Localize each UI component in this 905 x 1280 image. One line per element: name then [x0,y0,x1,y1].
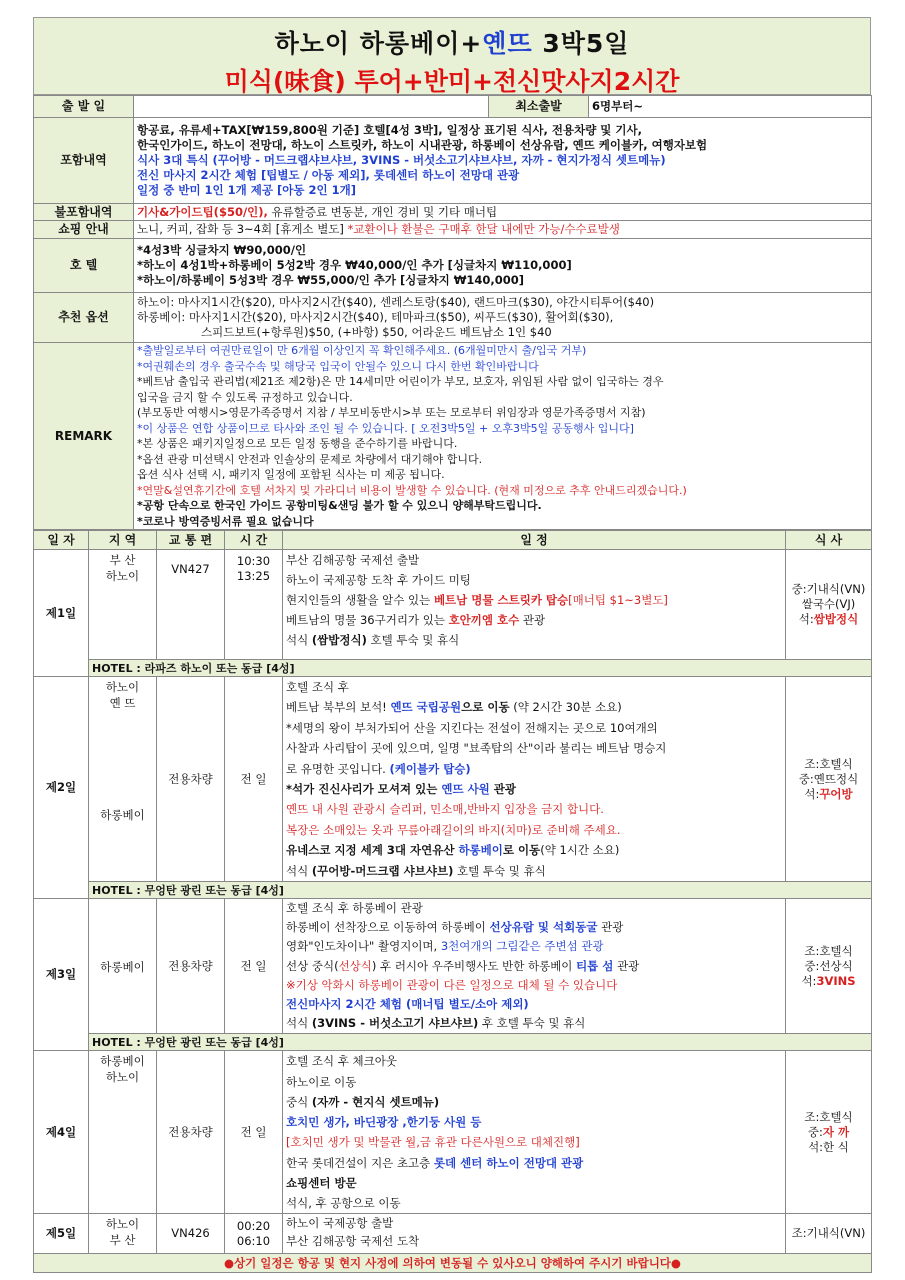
include-line: 식사 3대 특식 (꾸어방 - 머드크랩샤브샤브, 3VINS - 버섯소고기샤브샤브, 자까 - 현지가정식 셋트메뉴) [137,153,666,167]
itinerary-line: 하노이로 이동 [286,1074,357,1089]
title-line-2: 미식(味食) 투어+반미+전신맛사지2시간 [224,67,680,96]
itinerary-line: 부산 김해공항 국제선 출발 [286,553,420,567]
col-region: 지 역 [89,531,157,550]
meal-line: 석:쌈밥정식 [798,612,859,626]
day-label: 제5일 [34,1214,89,1254]
col-time: 시 간 [225,531,283,550]
col-meals: 식 사 [786,531,872,550]
time-cell [225,677,283,882]
include-line: 항공료, 유류세+TAX[₩159,800원 기준] 호텔[4성 3박], 일정상 표기된 식사, 전용차량 및 기사, [137,123,643,137]
region-name: 하노이 [105,1217,140,1232]
meals-cell [786,550,872,660]
remark-line: *코로나 방역증빙서류 필요 없습니다 [137,514,314,528]
hotel-label: 호 텔 [34,239,134,293]
transport-cell: VN427 [157,550,225,660]
transport-cell: 전용차량 [157,1051,225,1214]
time-value: 06:10 [236,1233,271,1248]
day-label: 제2일 [34,677,89,899]
include-label: 포함내역 [34,118,134,204]
itinerary-line: 영화"인도차이나" 촬영지이며, 3천여개의 그림같은 주변섬 관광 [286,939,604,954]
schedule-header [34,531,872,550]
meal-line: 중:옌뜨정식 [798,771,859,786]
region-name: 하롱베이 [100,1054,145,1069]
departure-label: 출 발 일 [34,96,134,118]
meal-line: 쌀국수(VJ) [801,597,856,611]
region-name: 부 산 [109,553,136,567]
time-value: 전 일 [240,1124,267,1139]
itinerary-line: 호텔 조식 후 [286,680,349,694]
footer-notice: ●상기 일정은 항공 및 현지 사정에 의하여 변동될 수 있사오니 양해하여 주시기 바랍니다● [34,1254,872,1273]
region-cell [89,550,157,660]
hotel-info: HOTEL : 무엉탄 광린 또는 동급 [4성] [89,1034,872,1051]
time-value: 10:30 [236,554,271,568]
hotel-line: *4성3박 싱글차지 ₩90,000/인 [137,243,307,257]
itinerary-cell [283,550,786,660]
option-line: 하롱베이: 마사지1시간($20), 마사지2시간($40), 테마파크($50), 씨푸드($30), 활어회($30), [137,310,614,324]
itinerary-line: 유네스코 지정 세계 3대 자연유산 하롱베이로 이동(약 1시간 소요) [286,843,620,858]
col-itinerary: 일 정 [283,531,786,550]
hotel-row [34,1034,872,1051]
itinerary-line: 부산 김해공항 국제선 도착 [286,1234,420,1249]
title-box [33,17,871,95]
transport-cell: 전용차량 [157,677,225,882]
itinerary-line: 선상 중식(선상식) 후 러시아 우주비행사도 반한 하롱베이 티톱 섬 관광 [286,958,640,973]
day-label: 제1일 [34,550,89,677]
remark-line: *본 상품은 패키지일정으로 모든 일정 동행을 준수하기를 바랍니다. [137,437,458,450]
region-name [92,792,153,808]
region-name: 하롱베이 [100,959,145,974]
day-label: 제3일 [34,899,89,1051]
option-label: 추천 옵션 [34,293,134,343]
remark-line: *연말&설연휴기간에 호텔 서차지 및 가라디너 비용이 발생할 수 있습니다. (현재 미정으로 추후 안내드리겠습니다.) [137,483,687,497]
time-cell [225,899,283,1034]
meals-cell [786,899,872,1034]
remark-line: *출발일로부터 여권만료일이 만 6개월 이상인지 꼭 확인해주세요. (6개월미만시 출/입국 거부) [137,344,587,357]
region-cell [89,1214,157,1254]
itinerary-line: 석식 (꾸어방-머드크랩 샤브샤브) 호텔 투숙 및 휴식 [286,863,546,878]
region-name [92,744,153,760]
region-name: 하노이 [105,569,140,583]
meal-line: 조:기내식(VN) [791,1226,866,1241]
itinerary-cell [283,1214,786,1254]
shopping-label: 쇼핑 안내 [34,221,134,239]
region-name [92,712,153,728]
remark-line: *이 상품은 연합 상품이므로 타사와 조인 될 수 있습니다. [ 오전3박5일 + 오후3박5일 공동행사 입니다] [137,421,634,435]
itinerary-line: 석식 (3VINS - 버섯소고기 샤브샤브) 후 호텔 투숙 및 휴식 [286,1016,586,1031]
remark-line: 옵션 식사 선택 시, 패키지 일정에 포함된 식사는 미 제공 됩니다. [137,468,445,481]
meal-line: 중:자 까 [807,1124,850,1139]
time-value: 13:25 [236,569,271,583]
itinerary-line: *석가 진신사리가 모셔져 있는 옌뜨 사원 관광 [286,782,517,797]
itinerary-line: 석식, 후 공항으로 이동 [286,1195,401,1210]
option-content [134,293,872,343]
departure-value [134,96,489,118]
option-line: 스피드보트(+항루원)$50, (+바항) $50, 어라운드 베트남소 1인 $40 [201,325,552,339]
itinerary-line: 베트남 북부의 보석! 옌뜨 국립공원으로 이동 (약 2시간 30분 소요) [286,700,622,715]
itinerary-line: 호텔 조식 후 하롱베이 관광 [286,901,423,916]
option-line: 하노이: 마사지1시간($20), 마사지2시간($40), 센레스토랑($40), 랜드마크($30), 야간시티투어($40) [137,295,655,309]
title-line-1: 하노이 하롱베이+옌뜨 3박5일 [274,29,630,58]
remark-line: (부모동반 여행시>영문가족증명서 지참 / 부모비동반시>부 또는 모로부터 위임장과 영문가족증명서 지참) [137,406,646,419]
time-value: 00:20 [236,1218,271,1233]
itinerary-line: 하롱베이 선착장으로 이동하여 하롱베이 선상유람 및 석회동굴 관광 [286,920,624,935]
itinerary-line: 복장은 소매있는 옷과 무릎아래길이의 바지(치마)로 준비해 주세요. [286,822,621,837]
meals-cell [786,1051,872,1214]
meals-cell [786,1214,872,1254]
itinerary-line: 사찰과 사리탑이 곳에 있으며, 일명 "뵤족탑의 산"이라 불리는 베트남 명승지 [286,741,667,756]
itinerary-line: 호치민 생가, 바딘광장 ,한기둥 사원 등 [286,1115,482,1130]
region-name: 하롱베이 [100,808,145,822]
day-row [34,1051,872,1214]
remark-line: *여권훼손의 경우 출국수속 및 해당국 입국이 안될수 있으니 다시 한번 확인바랍니다 [137,359,539,373]
region-cell [89,1051,157,1214]
include-content [134,118,872,204]
shopping-content: 노니, 커피, 잡화 등 3~4회 [휴게소 별도] *교환이나 환불은 구매후 한달 내에만 가능/수수료발생 [134,221,872,239]
region-cell [89,677,157,882]
meal-line: 조:호텔식 [804,1109,853,1124]
itinerary-line: 베트남의 명물 36구거리가 있는 호안끼엠 호수 관광 [286,613,546,627]
include-line: 전신 마사지 2시간 체험 [팁별도 / 아동 제외], 롯데센터 하노이 전망대 관광 [137,168,520,182]
day-row [34,899,872,1034]
region-name: 부 산 [109,1233,136,1248]
region-name: 하노이 [105,1070,140,1085]
transport-cell: VN426 [157,1214,225,1254]
transport-cell: 전용차량 [157,899,225,1034]
col-day: 일 자 [34,531,89,550]
remark-line: 입국을 금지 할 수 있도록 규정하고 있습니다. [137,390,353,404]
time-cell [225,1051,283,1214]
hotel-line: *하노이/하롱베이 5성3박 경우 ₩55,000/인 추가 [싱글차지 ₩140,000] [137,273,525,287]
itinerary-line: [호치민 생가 및 박물관 월,금 휴관 다른사원으로 대체진행] [286,1135,580,1150]
region-name [92,760,153,776]
itinerary-line: 로 유명한 곳입니다. (케이블카 탑승) [286,761,471,776]
include-line: 일정 중 반미 1인 1개 제공 [아동 2인 1개] [137,183,356,197]
region-name [92,776,153,792]
hotel-info: HOTEL : 라파즈 하노이 또는 동급 [4성] [89,660,872,677]
day-row [34,1214,872,1254]
min-departure-value: 6명부터~ [589,96,872,118]
itinerary-cell [283,1051,786,1214]
meal-line: 중:선상식 [804,958,853,973]
itinerary-line: *세명의 왕이 부처가되어 산을 지킨다는 전설이 전해지는 곳으로 10여개의 [286,720,658,735]
region-name: 하노이 [105,680,140,694]
day-row [34,550,872,660]
meal-line: 석:꾸어방 [804,786,853,801]
itinerary-line: 석식 (쌈밥정식) 호텔 투숙 및 휴식 [286,633,460,647]
itinerary-line: 전신마사지 2시간 체험 (매너팁 별도/소아 제외) [286,997,529,1012]
itinerary-line: 현지인들의 생활을 알수 있는 베트남 명물 스트릿카 탑승[매너팁 $1~3별도] [286,593,668,607]
itinerary-line: 쇼핑센터 방문 [286,1175,357,1190]
remark-line: *공항 단속으로 한국인 가이드 공항미팅&샌딩 불가 할 수 있으니 양해부탁드립니다. [137,499,542,512]
meals-cell [786,677,872,882]
remark-line: *베트남 출입국 관리법(제21조 제2항)은 만 14세미만 어린이가 부모, 보호자, 위임된 사람 없이 입국하는 경우 [137,375,664,388]
itinerary-line: 하노이 국제공항 도착 후 가이드 미팅 [286,573,471,587]
itinerary-cell [283,899,786,1034]
hotel-info: HOTEL : 무엉탄 광린 또는 동급 [4성] [89,882,872,899]
itinerary-cell [283,677,786,882]
itinerary-sheet [33,17,871,1273]
region-name: 옌 뜨 [109,696,136,710]
hotel-line: *하노이 4성1박+하롱베이 5성2박 경우 ₩40,000/인 추가 [싱글차지 ₩110,000] [137,258,572,272]
meal-line: 조:호텔식 [804,756,853,771]
region-cell [89,899,157,1034]
hotel-content [134,239,872,293]
time-value: 전 일 [240,771,267,786]
schedule-table [33,530,872,1273]
itinerary-line: ※기상 악화시 하롱베이 관광이 다른 일정으로 대체 될 수 있습니다 [286,977,618,992]
exclude-content: 기사&가이드팁($50/인), 유류할증료 변동분, 개인 경비 및 기타 매너팁 [134,204,872,221]
meal-line: 석:3VINS [801,973,856,988]
meal-line: 조:호텔식 [804,943,853,958]
remark-content [134,343,872,530]
remark-label: REMARK [34,343,134,530]
region-name [92,728,153,744]
hotel-row [34,882,872,899]
hotel-row [34,660,872,677]
itinerary-line: 옌뜨 내 사원 관광시 슬리퍼, 민소매,반바지 입장을 금지 합니다. [286,802,604,817]
col-transport: 교 통 편 [157,531,225,550]
min-departure-label: 최소출발 [489,96,589,118]
itinerary-line: 호텔 조식 후 체크아웃 [286,1054,397,1069]
itinerary-line: 중식 (자까 - 현지식 셋트메뉴) [286,1094,440,1109]
day-label: 제4일 [34,1051,89,1214]
meal-line: 석:한 식 [808,1139,849,1154]
itinerary-line: 하노이 국제공항 출발 [286,1216,394,1231]
exclude-label: 불포함내역 [34,204,134,221]
time-value: 전 일 [240,958,267,973]
include-line: 한국인가이드, 하노이 전망대, 하노이 스트릿카, 하노이 시내관광, 하롱베이 선상유람, 옌뜨 케이블카, 여행자보험 [137,138,708,152]
info-table [33,95,872,530]
day-row [34,677,872,882]
time-cell [225,1214,283,1254]
remark-line: *옵션 관광 미선택시 안전과 인솔상의 문제로 차량에서 대기해야 합니다. [137,452,483,466]
itinerary-line: 한국 롯데건설이 지은 초고층 롯데 센터 하노이 전망대 관광 [286,1155,584,1170]
meal-line: 중:기내식(VN) [791,582,866,596]
time-cell [225,550,283,660]
